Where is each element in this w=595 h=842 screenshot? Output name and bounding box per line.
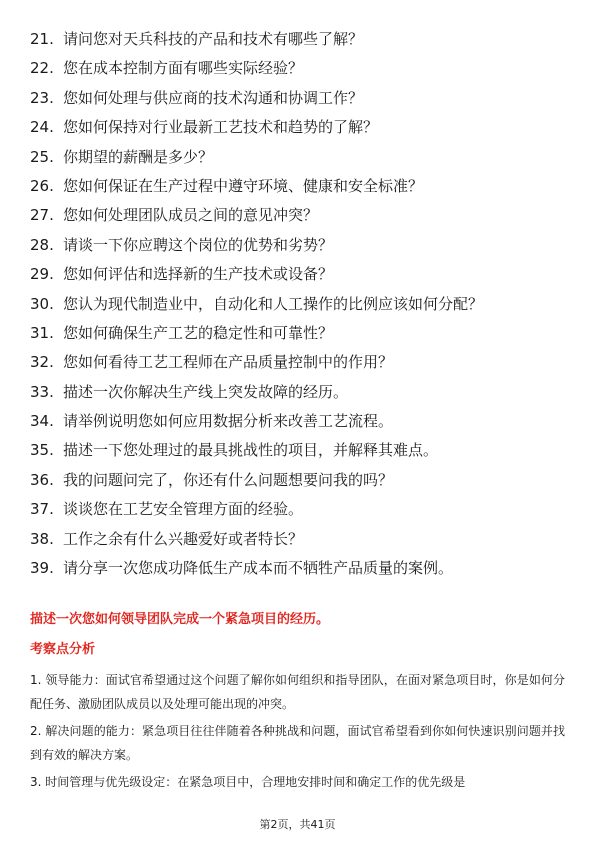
question-number: 34. [30, 412, 54, 431]
question-text: 描述一次你解决生产线上突发故障的经历。 [63, 382, 349, 401]
page-footer: 第2页，共41页 [259, 818, 336, 831]
analysis-section [30, 668, 565, 797]
question-item [30, 84, 570, 113]
question-text: 您如何处理与供应商的技术沟通和协调工作？ [63, 88, 364, 107]
highlight-question: 描述一次您如何领导团队完成一个紧急项目的经历。 [30, 612, 330, 627]
question-text: 谈谈您在工艺安全管理方面的经验。 [63, 500, 304, 519]
question-item [30, 201, 570, 230]
question-text: 您如何保持对行业最新工艺技术和趋势的了解？ [63, 118, 379, 137]
question-text: 您在成本控制方面有哪些实际经验？ [63, 59, 304, 78]
analysis-paragraph: 2. 解决问题的能力：紧急项目往往伴随着各种挑战和问题，面试官希望看到你如何快速识别问题并找到有效的解决方案。 [30, 724, 565, 762]
question-item [30, 378, 570, 407]
question-item [30, 436, 570, 465]
question-list [30, 25, 570, 583]
question-item [30, 25, 570, 54]
question-text: 您认为现代制造业中，自动化和人工操作的比例应该如何分配？ [63, 294, 484, 313]
analysis-paragraph: 3. 时间管理与优先级设定：在紧急项目中，合理地安排时间和确定工作的优先级是 [30, 775, 466, 789]
question-item [30, 143, 570, 172]
question-item [30, 319, 570, 348]
question-item [30, 525, 570, 554]
question-number: 29. [30, 265, 54, 284]
question-text: 请问您对天兵科技的产品和技术有哪些了解？ [63, 30, 364, 48]
question-number: 26. [30, 176, 54, 195]
question-number: 25. [30, 147, 54, 166]
question-number: 27. [30, 206, 54, 225]
question-number: 39. [30, 559, 54, 578]
question-number: 36. [30, 470, 54, 489]
question-item [30, 260, 570, 289]
question-text: 您如何看待工艺工程师在产品质量控制中的作用？ [63, 353, 394, 372]
question-item [30, 466, 570, 495]
question-text: 您如何确保生产工艺的稳定性和可靠性？ [63, 323, 334, 342]
question-item [30, 231, 570, 260]
question-text: 请分享一次您成功降低生产成本而不牺牲产品质量的案例。 [63, 559, 454, 578]
question-text: 请谈一下你应聘这个岗位的优势和劣势？ [63, 235, 334, 254]
question-number: 35. [30, 441, 54, 460]
question-number: 37. [30, 500, 54, 519]
question-item [30, 290, 570, 319]
analysis-paragraph: 1. 领导能力：面试官希望通过这个问题了解你如何组织和指导团队，在面对紧急项目时，你是如何分配任务、激励团队成员以及处理可能出现的冲突。 [30, 673, 565, 711]
question-number: 24. [30, 118, 54, 137]
question-text: 工作之余有什么兴趣爱好或者特长？ [63, 529, 304, 548]
question-text: 描述一下您处理过的最具挑战性的项目，并解释其难点。 [63, 441, 439, 460]
question-text: 你期望的薪酬是多少？ [63, 147, 214, 166]
question-item [30, 495, 570, 524]
question-item [30, 172, 570, 201]
analysis-heading: 考察点分析 [30, 642, 96, 657]
question-item [30, 554, 570, 583]
question-number: 33. [30, 382, 54, 401]
question-number: 30. [30, 294, 54, 313]
question-item [30, 407, 570, 436]
question-item [30, 54, 570, 83]
question-text: 您如何评估和选择新的生产技术或设备？ [63, 265, 334, 284]
question-number: 28. [30, 235, 54, 254]
question-number: 22. [30, 59, 54, 78]
question-text: 您如何保证在生产过程中遵守环境、健康和安全标准？ [63, 176, 424, 195]
question-number: 23. [30, 88, 54, 107]
question-text: 我的问题问完了，你还有什么问题想要问我的吗？ [63, 470, 394, 489]
question-text: 您如何处理团队成员之间的意见冲突？ [63, 206, 319, 225]
question-text: 请举例说明您如何应用数据分析来改善工艺流程。 [63, 412, 394, 431]
question-number: 31. [30, 323, 54, 342]
question-number: 38. [30, 529, 54, 548]
question-item [30, 348, 570, 377]
question-number: 21. [30, 30, 54, 48]
question-item [30, 113, 570, 142]
question-number: 32. [30, 353, 54, 372]
